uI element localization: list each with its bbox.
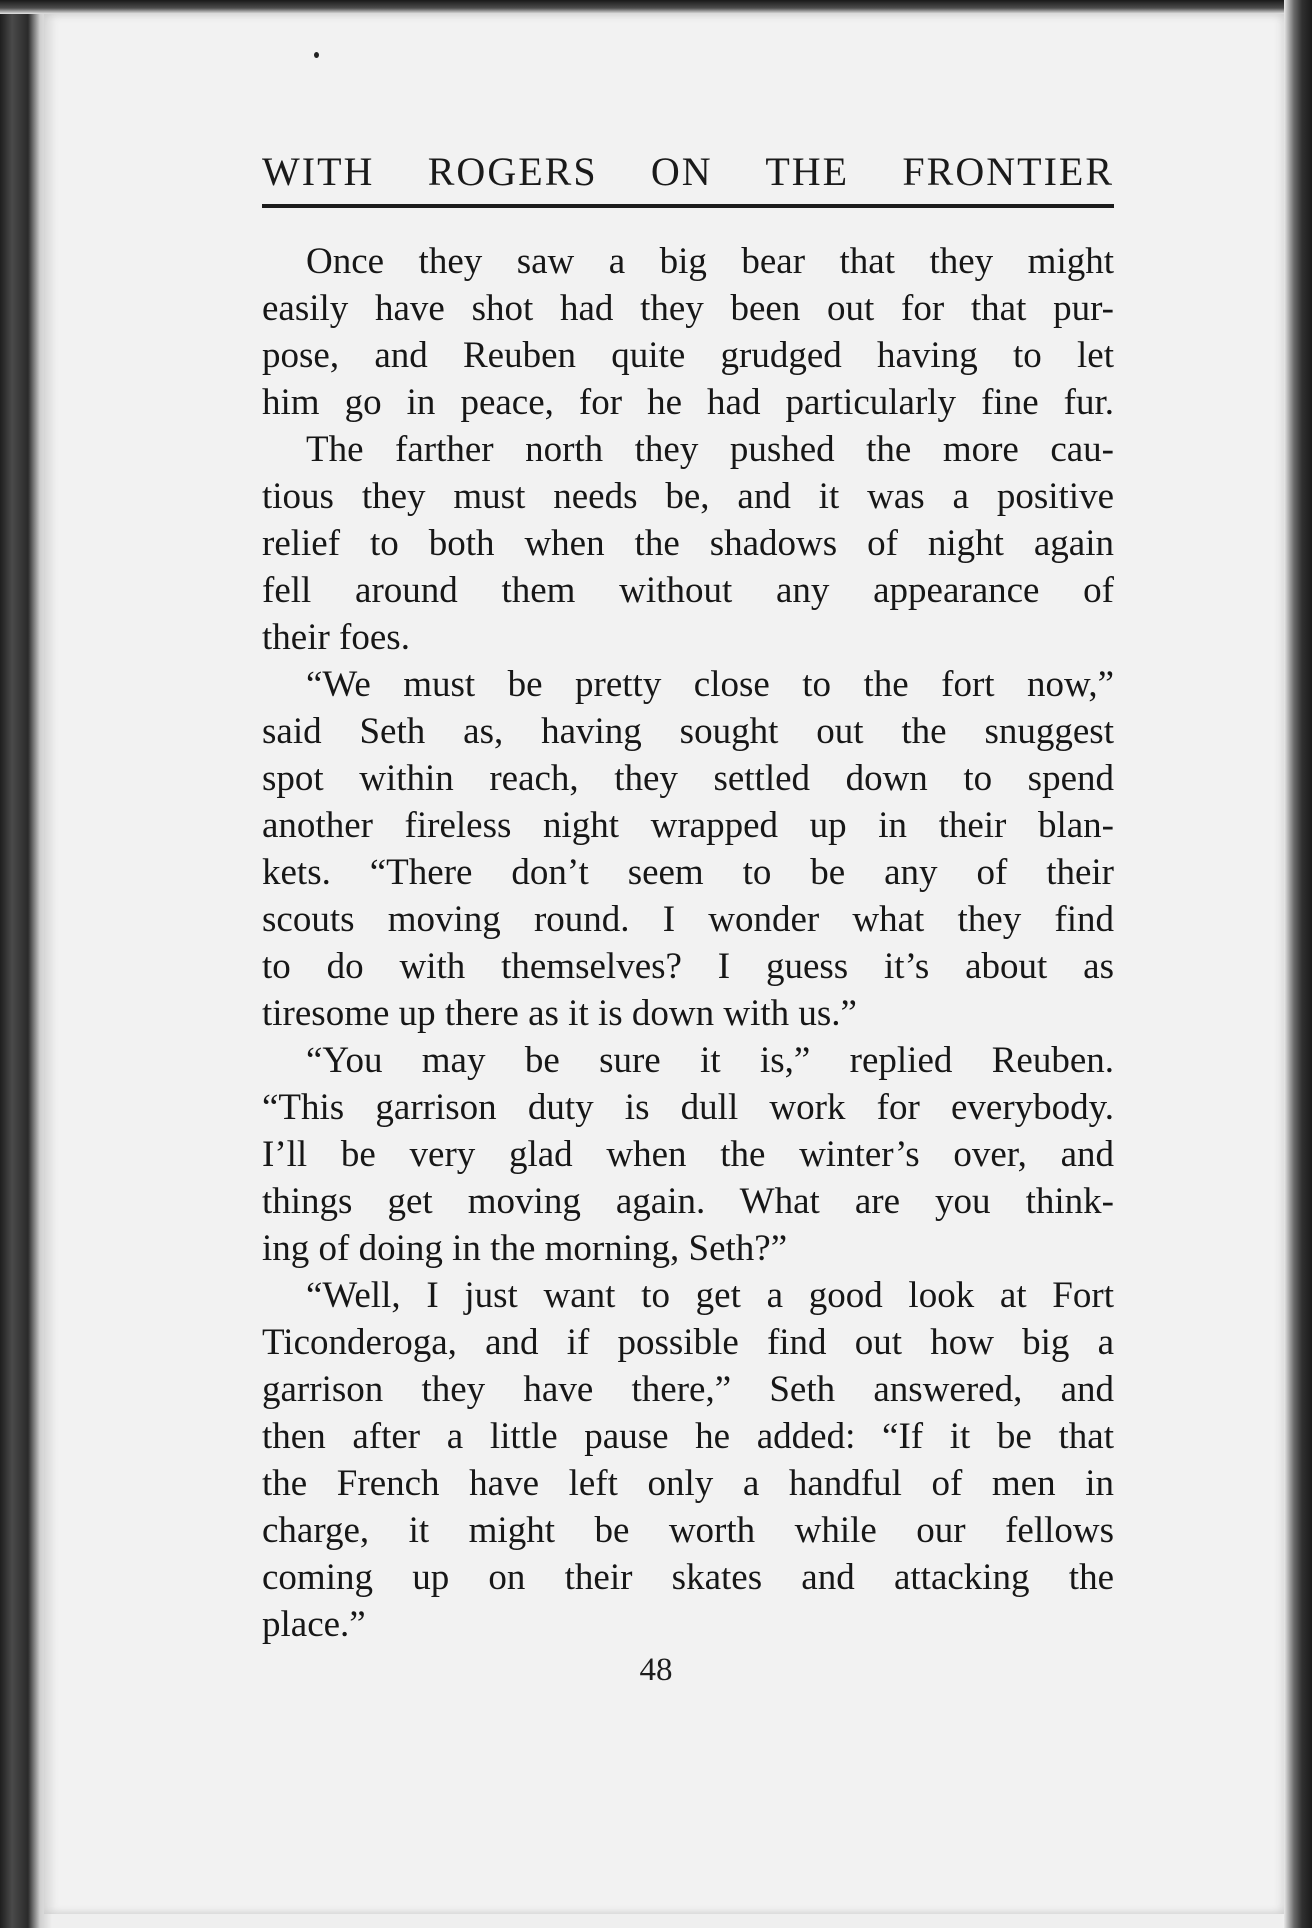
text-line: Once they saw a big bear that they might (306, 241, 1114, 282)
text-line: things get moving again. What are you think- (262, 1181, 1114, 1222)
text-line: garrison they have there,” Seth answered, and (262, 1369, 1114, 1410)
body-text (262, 238, 1114, 1648)
text-line: tiresome up there as it is down with us.” (262, 993, 857, 1034)
ink-speck (314, 52, 319, 58)
text-line: said Seth as, having sought out the snuggest (262, 711, 1114, 752)
page-number: 48 (639, 1652, 673, 1688)
text-line: relief to both when the shadows of night again (262, 523, 1114, 564)
text-line: easily have shot had they been out for that pur- (262, 288, 1114, 329)
text-line: pose, and Reuben quite grudged having to let (262, 335, 1114, 376)
text-line: ing of doing in the morning, Seth?” (262, 1228, 788, 1269)
text-line: “You may be sure it is,” replied Reuben. (306, 1040, 1114, 1081)
page-right-edge (1284, 0, 1312, 1928)
text-line: place.” (262, 1604, 366, 1645)
text-line: the French have left only a handful of men in (262, 1463, 1114, 1504)
text-line: Ticonderoga, and if possible find out how big a (262, 1322, 1114, 1363)
text-line: The farther north they pushed the more cau- (306, 429, 1114, 470)
text-line: “Well, I just want to get a good look at Fort (306, 1275, 1114, 1316)
text-line: scouts moving round. I wonder what they find (262, 899, 1114, 940)
page-top-edge (0, 0, 1312, 14)
text-line: “This garrison duty is dull work for everybody. (262, 1087, 1114, 1128)
text-line: another fireless night wrapped up in their blan- (262, 805, 1114, 846)
text-line: their foes. (262, 617, 410, 658)
text-line: “We must be pretty close to the fort now,” (306, 664, 1114, 705)
text-line: charge, it might be worth while our fellows (262, 1510, 1114, 1551)
text-line: I’ll be very glad when the winter’s over, and (262, 1134, 1114, 1175)
text-line: then after a little pause he added: “If it be that (262, 1416, 1114, 1457)
text-line: kets. “There don’t seem to be any of their (262, 852, 1114, 893)
text-line: to do with themselves? I guess it’s about as (262, 946, 1114, 987)
text-line: tious they must needs be, and it was a positive (262, 476, 1114, 517)
text-line: him go in peace, for he had particularly fine fur. (262, 382, 1114, 423)
running-head: WITH ROGERS ON THE FRONTIER (262, 150, 1114, 208)
text-line: coming up on their skates and attacking the (262, 1557, 1114, 1598)
text-line: spot within reach, they settled down to spend (262, 758, 1114, 799)
text-line: fell around them without any appearance of (262, 570, 1114, 611)
